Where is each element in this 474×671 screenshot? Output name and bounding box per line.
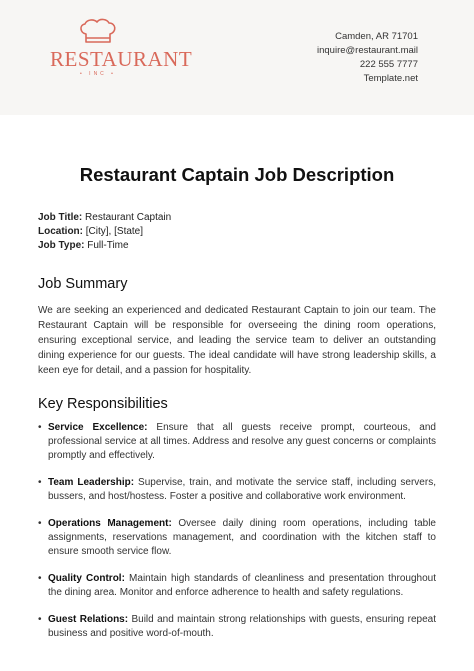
list-item [38,517,436,560]
meta-job-type [38,239,171,253]
meta-value: [City], [State] [85,226,144,237]
responsibility-label: Guest Relations: [48,614,129,626]
list-item [38,613,436,641]
meta-value: Restaurant Captain [85,212,172,223]
meta-job-title [38,211,171,225]
responsibilities-list [38,421,436,654]
job-summary-text: We are seeking an experienced and dedicated Restaurant Captain to join our team. The Restaurant Captain will be responsible for overseeing the dining room operations, ensuring exceptional service, and leading the service team to deliver an outstanding dining experience for our guests. The ideal candidate will have strong leadership skills, a keen eye for detail, and a passion for hospitality. [38,305,436,376]
contact-block [317,30,418,86]
job-summary-heading: Job Summary [38,276,128,292]
meta-label: Job Type: [38,240,85,251]
list-item [38,421,436,464]
responsibility-label: Service Excellence: [48,422,148,433]
responsibility-label: Team Leadership: [48,477,135,489]
contact-phone: 222 555 7777 [359,59,418,70]
meta-value: Full-Time [87,240,129,251]
document-title: Restaurant Captain Job Description [79,164,395,185]
responsibility-text: Ensure that all guests receive prompt, courteous, and professional service at all times. Address and resolve any guest concerns or complaints promptly and effectively. [48,422,436,462]
responsibility-text: Oversee daily dining room operations, including table assignments, reservations management, and coordination with the kitchen staff to ensure smooth service flow. [48,518,436,558]
page-header [0,0,474,115]
meta-label: Location: [38,226,83,237]
key-responsibilities-heading: Key Responsibilities [38,396,168,412]
contact-email: inquire@restaurant.mail [317,45,418,56]
job-meta [38,211,171,253]
list-item [38,572,436,600]
logo-wordmark: RESTAURANT [50,47,193,71]
contact-address: Camden, AR 71701 [335,31,418,42]
logo-subtitle: • INC • [80,71,116,77]
list-item [38,476,436,504]
meta-label: Job Title: [38,212,83,223]
meta-location [38,225,171,239]
responsibility-label: Quality Control: [48,573,125,585]
restaurant-logo [50,18,193,94]
responsibility-text: Maintain high standards of cleanliness and presentation throughout the dining area. Monitor and enforce adherence to health and safety regulations. [48,573,436,599]
responsibility-label: Operations Management: [48,518,172,530]
responsibility-text: Supervise, train, and motivate the service staff, including servers, bussers, and host/hostess. Foster a positive and collaborative work environment. [48,477,436,503]
responsibility-text: Build and maintain strong relationships with guests, ensuring repeat business and positive word-of-mouth. [48,614,436,640]
chef-hat-icon [76,18,120,46]
contact-website: Template.net [363,73,418,84]
